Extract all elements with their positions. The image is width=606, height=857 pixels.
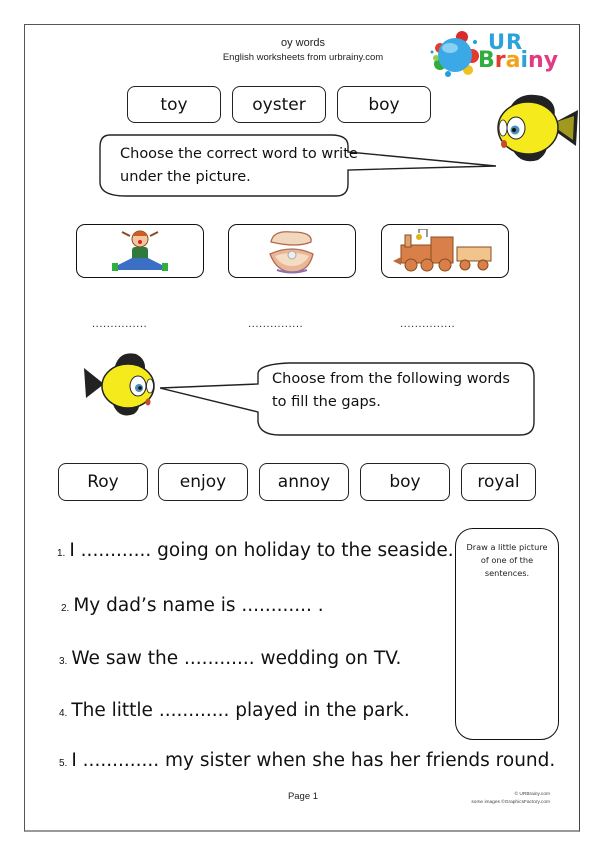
sentence-text: My dad’s name is ............ . (73, 595, 324, 616)
word-bank-word: royal (461, 463, 536, 501)
footer-credits (430, 791, 550, 807)
word-bank-word: enjoy (158, 463, 248, 501)
sentence-5[interactable] (59, 750, 555, 771)
sentence-text: We saw the ............ wedding on TV. (71, 648, 402, 669)
sentence-3[interactable] (59, 648, 401, 669)
instruction-1-line2: under the picture. (120, 169, 251, 185)
word-bank-word: boy (337, 86, 431, 123)
instruction-1-line1: Choose the correct word to write (120, 146, 358, 162)
instruction-2-line1: Choose from the following words (272, 371, 510, 387)
sentence-1[interactable] (57, 540, 454, 561)
sentence-2[interactable] (61, 595, 324, 616)
word-bank-word: toy (127, 86, 221, 123)
worksheet-title: oy words (280, 37, 326, 49)
toy-train-picture-icon (393, 229, 497, 273)
oyster-picture-icon (267, 228, 317, 274)
sentence-number: 3. (59, 656, 68, 667)
drawing-box-instructions (456, 529, 558, 580)
answer-line-3[interactable]: ............... (400, 319, 456, 330)
worksheet-subtitle: English worksheets from urbrainy.com (222, 52, 384, 63)
instruction-2-line2: to fill the gaps. (272, 394, 381, 410)
drawing-box-line3: sentences. (484, 568, 530, 578)
logo-text-ur: UR (488, 30, 524, 54)
word-bank-word: boy (360, 463, 450, 501)
boy-picture-icon (110, 228, 170, 274)
picture-box-boy (76, 224, 204, 278)
sentence-text: The little ............ played in the park. (71, 700, 410, 721)
word-bank-word: annoy (259, 463, 349, 501)
instruction-1 (120, 143, 358, 189)
picture-box-toy-train (381, 224, 509, 278)
picture-box-oyster (228, 224, 356, 278)
logo-text-brainy: Brainy (478, 48, 559, 73)
sentence-number: 2. (61, 603, 70, 614)
answer-line-2[interactable]: ............... (248, 319, 304, 330)
sentence-number: 1. (57, 548, 66, 559)
drawing-box-line2: of one of the (480, 555, 534, 565)
fish-icon (486, 88, 582, 168)
image-credit-text: some images ©GraphicsFactory.com (471, 800, 550, 805)
word-bank-word: oyster (232, 86, 326, 123)
sentence-number: 4. (59, 708, 68, 719)
sentence-text: I ............. my sister when she has her friends round. (71, 750, 556, 771)
page-number: Page 1 (287, 791, 319, 802)
answer-line-1[interactable]: ............... (92, 319, 148, 330)
copyright-text: © URBrainy.com (514, 792, 550, 797)
drawing-box[interactable] (455, 528, 559, 740)
drawing-box-line1: Draw a little picture (466, 542, 548, 552)
word-bank-word: Roy (58, 463, 148, 501)
fish-icon (84, 350, 168, 422)
sentence-4[interactable] (59, 700, 410, 721)
sentence-text: I ............ going on holiday to the seaside. (69, 540, 454, 561)
sentence-number: 5. (59, 758, 68, 769)
instruction-2 (272, 368, 510, 414)
